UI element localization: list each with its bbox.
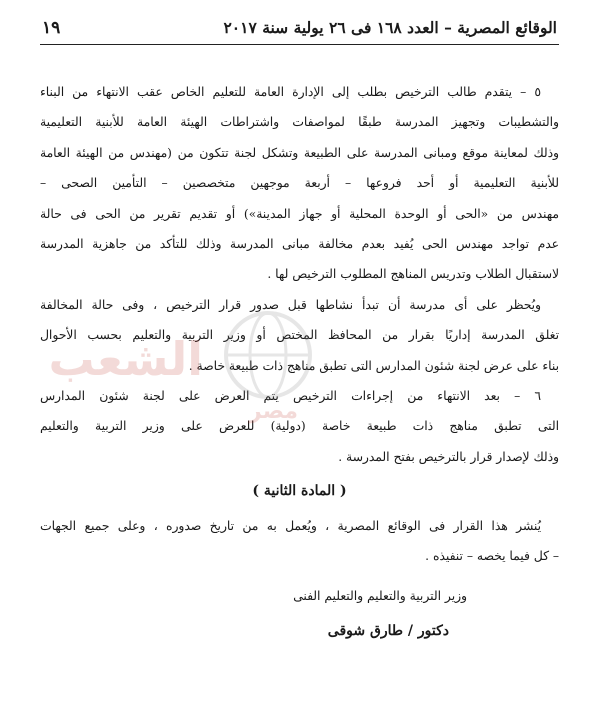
text-line: تغلق المدرسة إداريًا بقرار من المحافظ المختص أو وزير التربية والتعليم بحسب الأحوال — [40, 328, 559, 343]
text-line: والتشطيبات وتجهيز المدرسة طبقًا لمواصفات واشتراطات الهيئة العامة للأبنية التعليمية — [40, 115, 559, 130]
text-line: وذلك لإصدار قرار بالترخيص بفتح المدرسة . — [338, 449, 559, 464]
header-title: الوقائع المصرية – العدد ١٦٨ فى ٢٦ يولية سنة ٢٠١٧ — [223, 18, 557, 37]
text-line: ويُحظر على أى مدرسة أن تبدأ نشاطها قبل صدور قرار الترخيص ، وفى حالة المخالفة — [40, 297, 541, 312]
signature-block — [40, 582, 559, 646]
watermark-subtext: مصر — [249, 399, 298, 424]
page-header — [40, 18, 559, 45]
text-line: بناء على عرض لجنة شئون المدارس التى تطبق مناهج ذات طبيعة خاصة . — [188, 358, 559, 373]
text-line: عدم تواجد مهندس الحى يُفيد بعدم مخالفة مبانى المدرسة وذلك للتأكد من جاهزية المدرسة — [40, 237, 559, 252]
watermark-text: الشعب — [48, 332, 203, 386]
page-number: ١٩ — [42, 18, 61, 38]
document-body — [40, 77, 559, 646]
text-line: مهندس من «الحى أو الوحدة المحلية أو جهاز المدينة») أو تقديم تقرير من الحى فى حالة — [40, 206, 559, 221]
paragraph-prohibition — [40, 290, 559, 381]
text-line: لاستقبال الطلاب وتدريس المناهج المطلوب الترخيص لها . — [267, 267, 559, 282]
text-line: التى تطبق مناهج ذات طبيعة خاصة (دولية) للعرض على وزير التربية والتعليم — [40, 419, 559, 434]
text-line: للأبنية التعليمية أو أحد فروعها – أربعة موجهين متخصصين – التأمين الصحى – — [40, 176, 559, 191]
text-line: – كل فيما يخصه – تنفيذه . — [425, 549, 559, 564]
text-line: ٦ – بعد الانتهاء من إجراءات الترخيص يتم العرض على لجنة شئون المدارس — [40, 389, 541, 404]
paragraph-item-6 — [40, 381, 559, 472]
article-two-body — [40, 511, 559, 572]
paragraph-item-5 — [40, 77, 559, 290]
signatory-title: وزير التربية والتعليم والتعليم الفنى — [293, 588, 467, 603]
text-line: ٥ – يتقدم طالب الترخيص بطلب إلى الإدارة العامة للتعليم الخاص عقب الانتهاء من البناء — [40, 85, 541, 99]
text-line: وذلك لمعاينة موقع ومبانى المدرسة على الطبيعة وتشكل لجنة تتكون من (مهندس من الهيئة العامة — [40, 145, 559, 160]
text-line: يُنشر هذا القرار فى الوقائع المصرية ، ويُعمل به من تاريخ صدوره ، وعلى جميع الجهات — [40, 518, 541, 533]
signatory-name: دكتور / طارق شوقى — [327, 622, 449, 639]
article-two-title: ( المادة الثانية ) — [252, 483, 347, 500]
